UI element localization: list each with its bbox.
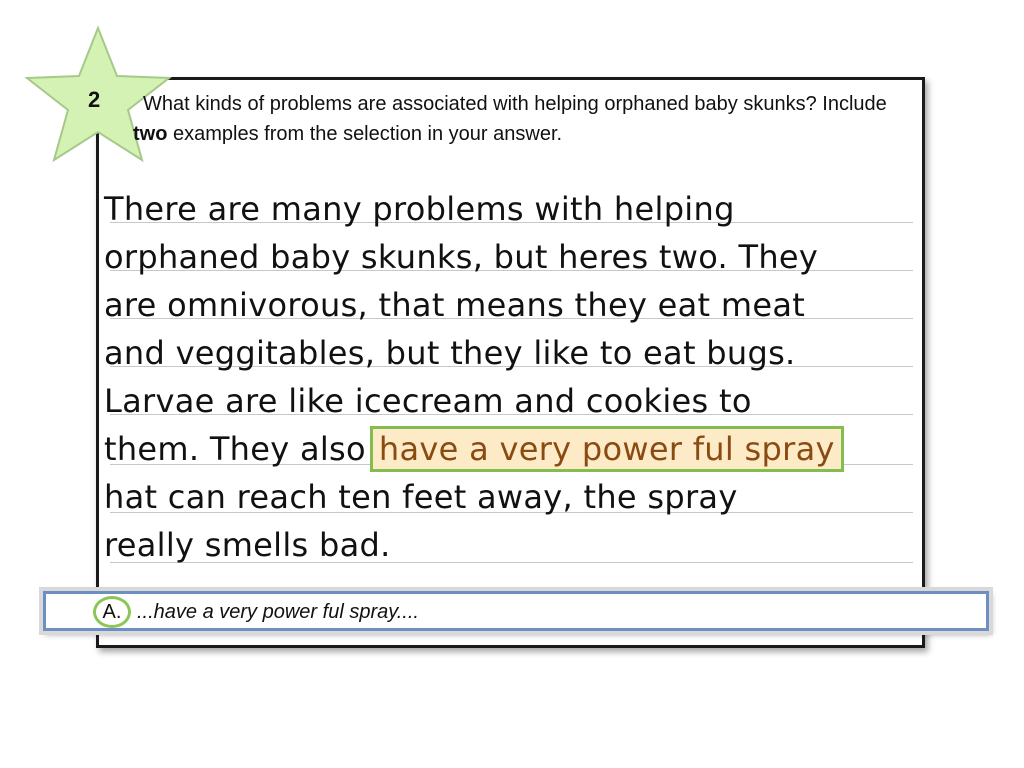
question-text-before: What kinds of problems are associated with helping orphaned baby skunks? Include — [143, 93, 887, 115]
answer-line: orphaned baby skunks, but heres two. They — [104, 238, 819, 276]
answer-line: hat can reach ten feet away, the spray — [104, 478, 738, 516]
answer-line: and veggitables, but they like to eat bugs. — [104, 334, 796, 372]
highlighted-evidence: have a very power ful spray — [370, 426, 844, 472]
student-answer — [104, 185, 924, 569]
question-text-after: examples from the selection in your answer. — [167, 123, 563, 145]
choice-text: ...have a very power ful spray.... — [137, 601, 419, 623]
choice-letter: A. — [93, 596, 131, 628]
question-text-bold: two — [133, 123, 168, 145]
question-prompt — [133, 89, 913, 149]
answer-line: There are many problems with helping — [104, 190, 735, 228]
answer-line: are omnivorous, that means they eat meat — [104, 286, 806, 324]
answer-line: Larvae are like icecream and cookies to — [104, 382, 752, 420]
answer-line-prefix: them. They also — [104, 430, 366, 468]
answer-line-highlighted — [104, 425, 924, 473]
question-number: 2 — [88, 87, 101, 112]
answer-line: really smells bad. — [104, 526, 391, 564]
